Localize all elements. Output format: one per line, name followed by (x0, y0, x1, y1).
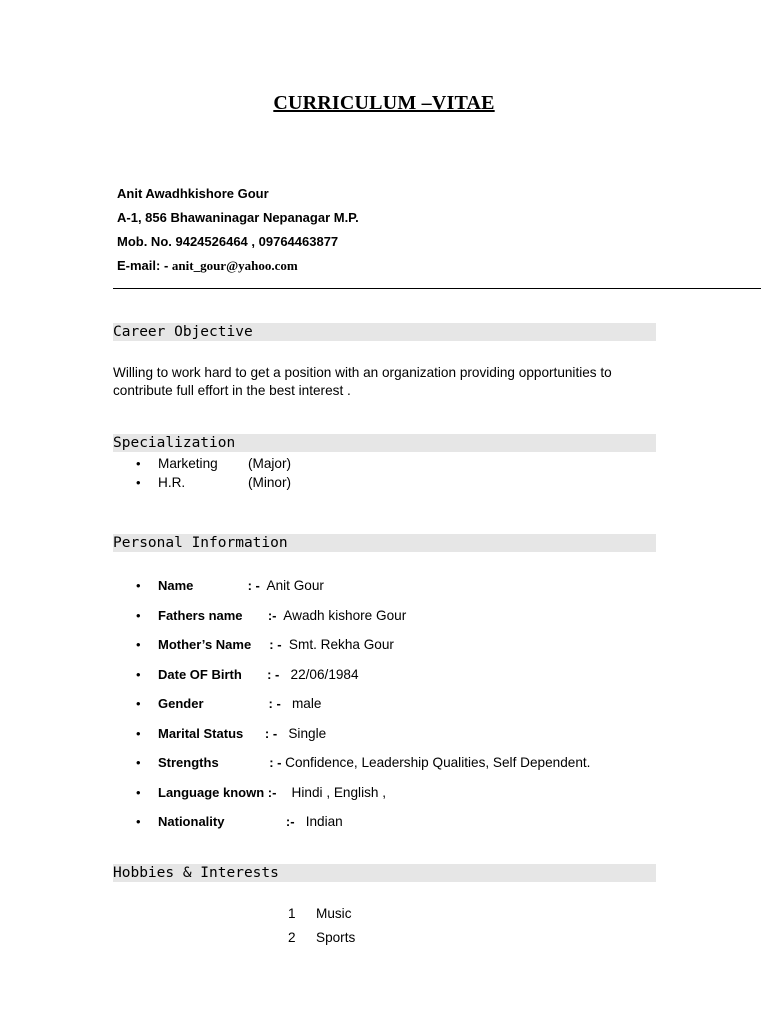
field-separator: :- (242, 607, 277, 623)
bullet-icon: • (136, 784, 141, 800)
bullet-icon: • (136, 725, 141, 741)
field-separator: : - (243, 725, 281, 741)
personal-row-gender (136, 694, 590, 724)
field-label: Marital Status (158, 725, 244, 741)
bullet-icon: • (136, 696, 141, 711)
contact-email (117, 257, 359, 281)
field-value: Hindi , English , (276, 784, 387, 800)
list-item (288, 928, 355, 952)
specialization-name: Marketing (158, 456, 218, 471)
contact-block (117, 185, 359, 281)
email-label: E-mail: - (117, 258, 172, 273)
bullet-icon: • (136, 666, 141, 682)
field-value: Indian (298, 814, 343, 829)
field-label: Gender (158, 696, 204, 711)
hobbies-list (288, 904, 355, 951)
personal-row-strengths (136, 753, 590, 783)
field-value: 22/06/1984 (282, 666, 359, 682)
specialization-list (136, 454, 291, 492)
list-item (136, 454, 291, 473)
field-value: Smt. Rekha Gour (285, 637, 394, 652)
field-separator: : - (251, 637, 286, 652)
bullet-icon: • (136, 456, 141, 471)
field-separator: :- (264, 784, 277, 800)
bullet-icon: • (136, 578, 141, 593)
field-separator: :- (224, 814, 299, 829)
field-label: Strengths (158, 755, 219, 770)
field-label: Fathers name (158, 607, 243, 623)
bullet-icon: • (136, 637, 141, 652)
field-label: Date OF Birth (158, 666, 242, 682)
email-value: anit_gour@yahoo.com (171, 258, 298, 273)
specialization-name: H.R. (158, 475, 186, 490)
personal-row-fathers-name (136, 606, 590, 636)
field-separator: : - (241, 666, 283, 682)
contact-mobile: Mob. No. 9424526464 , 09764463877 (117, 234, 339, 249)
field-separator: : - (218, 755, 286, 770)
bullet-icon: • (136, 607, 141, 623)
specialization-type: (Major) (248, 456, 292, 471)
hobby-number: 2 (288, 929, 296, 945)
field-value: Anit Gour (263, 578, 324, 593)
personal-row-language-known (136, 783, 590, 813)
field-value: Awadh kishore Gour (276, 607, 407, 623)
header-divider (113, 288, 761, 289)
field-label: Mother’s Name (158, 637, 252, 652)
section-personal-information: Personal Information (113, 534, 656, 552)
personal-row-name (136, 576, 590, 606)
section-career-objective: Career Objective (113, 323, 656, 341)
field-separator: : - (203, 696, 285, 711)
field-label: Name (158, 578, 194, 593)
field-value: male (284, 696, 322, 711)
field-value: Single (280, 725, 327, 741)
field-separator: : - (193, 578, 264, 593)
personal-row-marital-status (136, 724, 590, 754)
personal-row-nationality (136, 812, 590, 842)
hobby-text: Sports (316, 929, 356, 945)
personal-row-mothers-name (136, 635, 590, 665)
field-label: Language known (158, 784, 265, 800)
list-item (136, 473, 291, 492)
section-specialization: Specialization (113, 434, 656, 452)
bullet-icon: • (136, 475, 141, 490)
section-hobbies-interests: Hobbies & Interests (113, 864, 656, 882)
personal-info-list (136, 576, 590, 842)
field-label: Nationality (158, 814, 225, 829)
bullet-icon: • (136, 755, 141, 770)
hobby-text: Music (316, 906, 352, 921)
bullet-icon: • (136, 814, 141, 829)
contact-address: A-1, 856 Bhawaninagar Nepanagar M.P. (117, 210, 359, 225)
career-objective-text: Willing to work hard to get a position with an organization providing opportunities to contribute full effort in the best interest . (113, 365, 612, 398)
list-item (288, 904, 355, 928)
hobby-number: 1 (288, 906, 296, 921)
personal-row-date-of-birth (136, 665, 590, 695)
field-value: Confidence, Leadership Qualities, Self Dependent. (285, 755, 591, 770)
page-title: CURRICULUM –VITAE (273, 92, 495, 114)
specialization-type: (Minor) (248, 475, 292, 490)
contact-name: Anit Awadhkishore Gour (117, 186, 269, 201)
